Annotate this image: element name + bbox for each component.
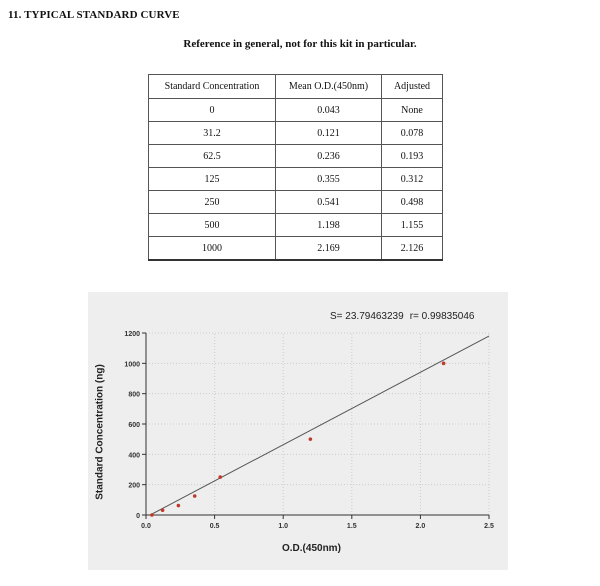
cell-adjusted: 2.126 bbox=[382, 237, 443, 261]
data-point bbox=[309, 437, 313, 441]
y-tick-label: 1000 bbox=[124, 361, 140, 369]
cell-adjusted: None bbox=[382, 99, 443, 122]
cell-adjusted: 1.155 bbox=[382, 214, 443, 237]
data-point bbox=[177, 504, 181, 508]
cell-mean-od: 0.541 bbox=[276, 191, 382, 214]
data-point bbox=[161, 508, 165, 512]
x-tick-label: 2.0 bbox=[415, 523, 426, 530]
cell-mean-od: 1.198 bbox=[276, 214, 382, 237]
x-tick-label: 1.0 bbox=[278, 523, 289, 530]
cell-concentration: 125 bbox=[149, 168, 276, 191]
data-point bbox=[193, 494, 197, 498]
data-point bbox=[442, 362, 446, 366]
x-tick-label: 0.5 bbox=[209, 523, 220, 530]
cell-mean-od: 2.169 bbox=[276, 237, 382, 261]
x-axis-label: O.D.(450nm) bbox=[282, 543, 341, 554]
data-point bbox=[150, 513, 154, 517]
fit-annotation bbox=[330, 311, 480, 322]
cell-adjusted: 0.078 bbox=[382, 122, 443, 145]
cell-adjusted: 0.312 bbox=[382, 168, 443, 191]
header-mean-od: Mean O.D.(450nm) bbox=[276, 75, 382, 99]
section-heading: 11. TYPICAL STANDARD CURVE bbox=[8, 9, 180, 21]
cell-concentration: 31.2 bbox=[149, 122, 276, 145]
cell-adjusted: 0.498 bbox=[382, 191, 443, 214]
y-tick-label: 800 bbox=[128, 391, 140, 399]
cell-mean-od: 0.043 bbox=[276, 99, 382, 122]
cell-concentration: 500 bbox=[149, 214, 276, 237]
cell-concentration: 0 bbox=[149, 99, 276, 122]
x-tick-label: 2.5 bbox=[484, 523, 494, 530]
y-axis-label: Standard Concentration (ng) bbox=[94, 364, 106, 500]
fit-r-value: r= 0.99835046 bbox=[409, 311, 475, 322]
cell-concentration: 1000 bbox=[149, 237, 276, 261]
y-tick-label: 400 bbox=[128, 452, 140, 460]
cell-mean-od: 0.355 bbox=[276, 168, 382, 191]
x-tick-label: 0.0 bbox=[141, 523, 151, 530]
x-tick-label: 1.5 bbox=[346, 523, 357, 530]
y-tick-label: 600 bbox=[128, 422, 140, 429]
fit-s-value: S= 23.79463239 bbox=[330, 311, 404, 322]
data-point bbox=[218, 475, 222, 479]
cell-mean-od: 0.121 bbox=[276, 122, 382, 145]
cell-mean-od: 0.236 bbox=[276, 145, 382, 168]
y-tick-label: 0 bbox=[136, 513, 140, 520]
section-subheading: Reference in general, not for this kit in particular. bbox=[183, 38, 417, 50]
cell-concentration: 250 bbox=[149, 191, 276, 214]
cell-concentration: 62.5 bbox=[149, 145, 276, 168]
y-tick-label: 200 bbox=[128, 482, 140, 490]
cell-adjusted: 0.193 bbox=[382, 145, 443, 168]
header-standard-concentration: Standard Concentration bbox=[149, 75, 276, 99]
header-adjusted: Adjusted bbox=[382, 75, 443, 99]
y-tick-label: 1200 bbox=[124, 331, 140, 338]
